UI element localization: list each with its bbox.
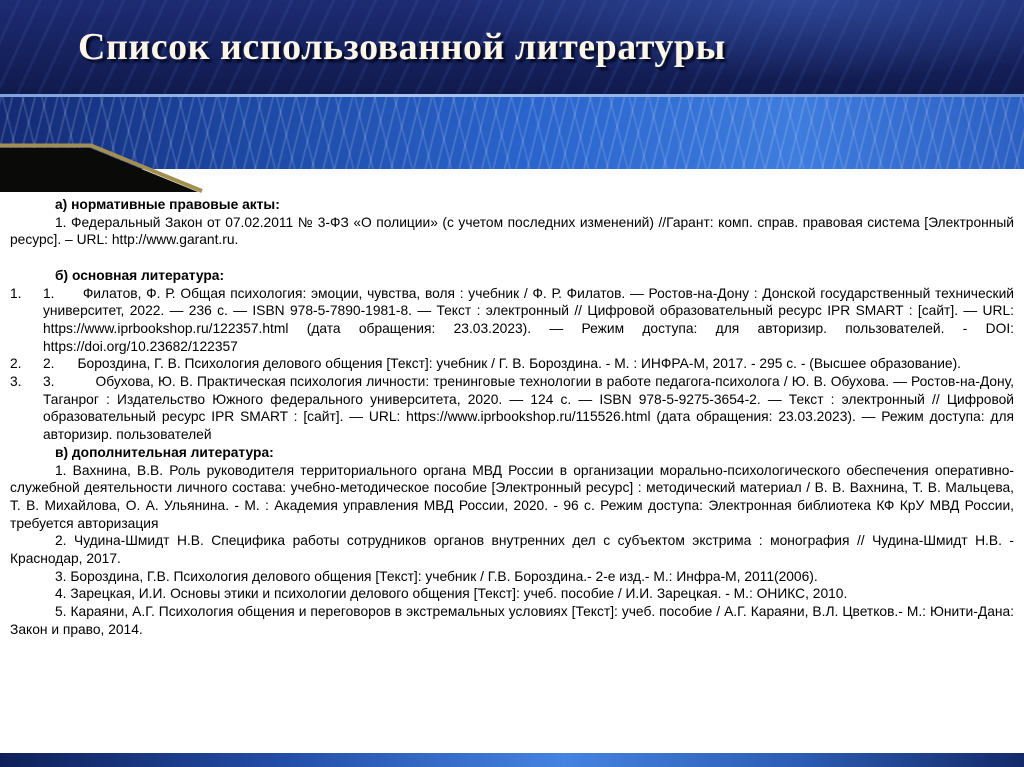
corner-wedge-decoration bbox=[0, 138, 240, 202]
slide-header bbox=[0, 0, 1024, 94]
content-area bbox=[10, 196, 1014, 639]
footer-bar bbox=[0, 753, 1024, 767]
reference-item bbox=[10, 285, 1014, 356]
reference-item: 5. Караяни, А.Г. Психология общения и переговоров в экстремальных условиях [Текст]: учеб. пособие / А.Г. Караяни, В.Л. Цветков.- М.: Юнити-Дана: Закон и право, 2014. bbox=[10, 604, 1014, 637]
reference-item bbox=[10, 373, 1014, 444]
reference-item: 3. Бороздина, Г.В. Психология делового общения [Текст]: учебник / Г.В. Бороздина.- 2-е изд.- М.: Инфра-М, 2011(2006). bbox=[55, 568, 818, 584]
reference-text: 3. Обухова, Ю. В. Практическая психология личности: тренинговые технологии в работе педагога-психолога / Ю. В. Обухова. — Ростов-на-Дону, Таганрог : Издательство Южного федерального университета, 2020. — 124 с. — ISBN 978-5-9275-3654-2. — Текст : электронный // Цифровой образовательный ресурс IPR SMART : [сайт]. — URL: https://www.iprbookshop.ru/115526.html (дата обращения: 23.03.2023). — Режим доступа: для авторизир. пользователей bbox=[43, 374, 1014, 443]
list-number: 2. bbox=[10, 356, 22, 372]
list-number: 3. bbox=[10, 374, 22, 390]
reference-text: 1. Филатов, Ф. Р. Общая психология: эмоции, чувства, воля : учебник / Ф. Р. Филатов. — Ростов-на-Дону : Донской государственный технический университет, 2022. — 236 с. — ISBN 978-5-7890-1981-8. — Текст : электронный // Цифровой образовательный ресурс IPR SMART : [сайт]. — URL: https://www.iprbookshop.ru/122357.html (дата обращения: 23.03.2023). — Режим доступа: для авторизир. пользователей. - DOI: https://doi.org/10.23682/122357 bbox=[43, 285, 1014, 354]
reference-item bbox=[10, 355, 1014, 373]
reference-text: 2. Бороздина, Г. В. Психология делового общения [Текст]: учебник / Г. В. Бороздина. - М. : ИНФРА-М, 2017. - 295 с. - (Высшее образование). bbox=[43, 356, 961, 372]
section-v-heading: в) дополнительная литература: bbox=[55, 444, 274, 460]
section-a-heading: а) нормативные правовые акты: bbox=[55, 197, 280, 212]
list-number: 1. bbox=[10, 285, 22, 301]
reference-item: 1. Вахнина, В.В. Роль руководителя территориального органа МВД России в организации морально-психологического обеспечения оперативно-служебной деятельности личного состава: учебно-методическое пособие [Электронный ресурс] : методический материал / В. В. Вахнина, Т. В. Мальцева, Т. В. Михайлова, О. А. Ульянина. - М. : Академия управления МВД России, 2020. - 96 с. Режим доступа: Электронная библиотека КФ КрУ МВД России, требуется авторизация bbox=[10, 462, 1014, 531]
slide-title: Список использованной литературы bbox=[78, 26, 726, 68]
reference-item: 1. Федеральный Закон от 07.02.2011 № 3-ФЗ «О полиции» (с учетом последних изменений) //Гарант: комп. справ. правовая система [Электронный ресурс]. – URL: http://www.garant.ru. bbox=[10, 214, 1014, 248]
reference-item: 4. Зарецкая, И.И. Основы этики и психологии делового общения [Текст]: учеб. пособие / И.И. Зарецкая. - М.: ОНИКС, 2010. bbox=[55, 586, 848, 602]
black-wedge-shape bbox=[0, 148, 198, 192]
section-b-heading: б) основная литература: bbox=[55, 267, 225, 283]
reference-item: 2. Чудина-Шмидт Н.В. Специфика работы сотрудников органов внутренних дел с субъектом экстрима : монография // Чудина-Шмидт Н.В. - Краснодар, 2017. bbox=[10, 533, 1014, 567]
